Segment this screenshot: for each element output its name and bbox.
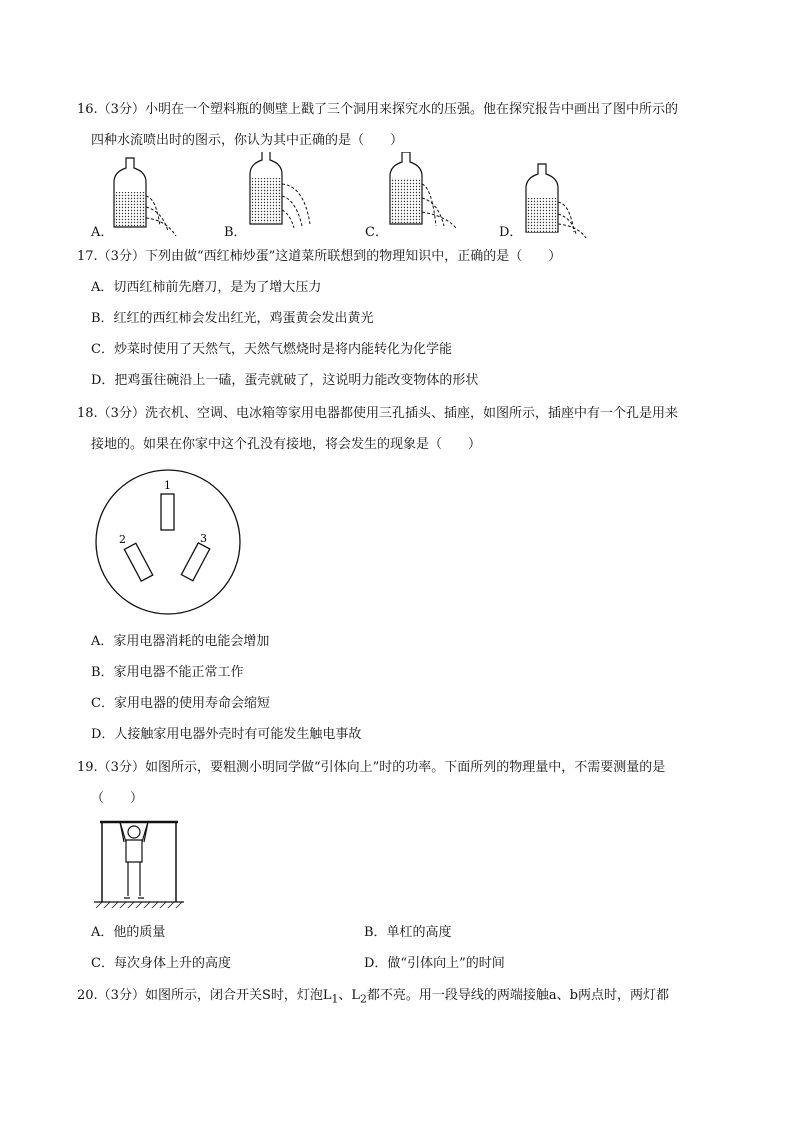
q16-stem-line1: 16.（3分）小明在一个塑料瓶的侧壁上戳了三个洞用来探究水的压强。他在探究报告中画出了图中所示的 xyxy=(77,102,678,117)
q17-option-a[interactable]: A．切西红柿前先磨刀，是为了增大压力 xyxy=(91,280,322,295)
question-17 xyxy=(77,241,727,272)
q20-stem xyxy=(77,980,727,1015)
bottle-a xyxy=(114,158,176,236)
pullup-figure xyxy=(92,814,192,914)
q17-option-c[interactable]: C．炒菜时使用了天然气，天然气燃烧时是将内能转化为化学能 xyxy=(91,342,452,357)
q19-stem-line1: 19.（3分）如图所示，要粗测小明同学做“引体向上”时的功率。下面所列的物理量中，不需要测量的是 xyxy=(77,760,666,775)
q16-option-b[interactable]: B． xyxy=(224,225,247,240)
bottle-b xyxy=(250,152,310,228)
q18-option-d[interactable]: D．人接触家用电器外壳时有可能发生触电事故 xyxy=(91,727,362,742)
socket-figure xyxy=(90,464,250,624)
q20-text-mid: 、L xyxy=(338,988,361,1003)
question-20 xyxy=(77,980,727,1015)
bottle-d xyxy=(526,164,586,238)
q20-sub-1: 1 xyxy=(331,992,339,1006)
q16-stem-line2: 四种水流喷出时的图示，你认为其中正确的是（ ） xyxy=(91,133,404,148)
question-16 xyxy=(77,94,727,156)
q20-text-pre: 20.（3分）如图所示，闭合开关S时，灯泡L xyxy=(77,988,332,1003)
q19-option-c[interactable]: C．每次身体上升的高度 xyxy=(91,956,231,971)
q18-stem-line1: 18.（3分）洗衣机、空调、电冰箱等家用电器都使用三孔插头、插座，如图所示，插座中有一个孔是用来 xyxy=(77,406,678,421)
q16-option-c[interactable]: C． xyxy=(365,225,388,240)
q19-option-b[interactable]: B．单杠的高度 xyxy=(364,925,452,940)
q16-option-d[interactable]: D． xyxy=(499,225,523,240)
bottle-c xyxy=(390,152,456,228)
question-18 xyxy=(77,398,727,460)
q19-stem-line2: （ ） xyxy=(91,791,144,806)
q17-option-d[interactable]: D．把鸡蛋往碗沿上一磕，蛋壳就破了，这说明力能改变物体的形状 xyxy=(91,373,479,388)
q18-option-a[interactable]: A．家用电器消耗的电能会增加 xyxy=(91,634,270,649)
q20-text-post: 都不亮。用一段导线的两端接触a、b两点时，两灯都 xyxy=(366,988,669,1003)
question-19 xyxy=(77,752,727,814)
q18-option-b[interactable]: B．家用电器不能正常工作 xyxy=(91,665,244,680)
q19-option-d[interactable]: D．做“引体向上”的时间 xyxy=(364,956,505,971)
q16-option-a[interactable]: A． xyxy=(91,225,114,240)
q17-stem: 17.（3分）下列由做“西红柿炒蛋”这道菜所联想到的物理知识中，正确的是（ ） xyxy=(77,249,562,264)
socket-label-2: 2 xyxy=(119,533,126,546)
socket-label-3: 3 xyxy=(200,532,207,545)
q18-stem-line2: 接地的。如果在你家中这个孔没有接地，将会发生的现象是（ ） xyxy=(91,437,482,452)
q20-sub-2: 2 xyxy=(360,992,367,1006)
q16-figures xyxy=(0,152,794,242)
q17-option-b[interactable]: B．红红的西红柿会发出红光，鸡蛋黄会发出黄光 xyxy=(91,311,374,326)
socket-label-1: 1 xyxy=(164,479,171,492)
q19-option-a[interactable]: A．他的质量 xyxy=(91,925,166,940)
q18-option-c[interactable]: C．家用电器的使用寿命会缩短 xyxy=(91,696,270,711)
